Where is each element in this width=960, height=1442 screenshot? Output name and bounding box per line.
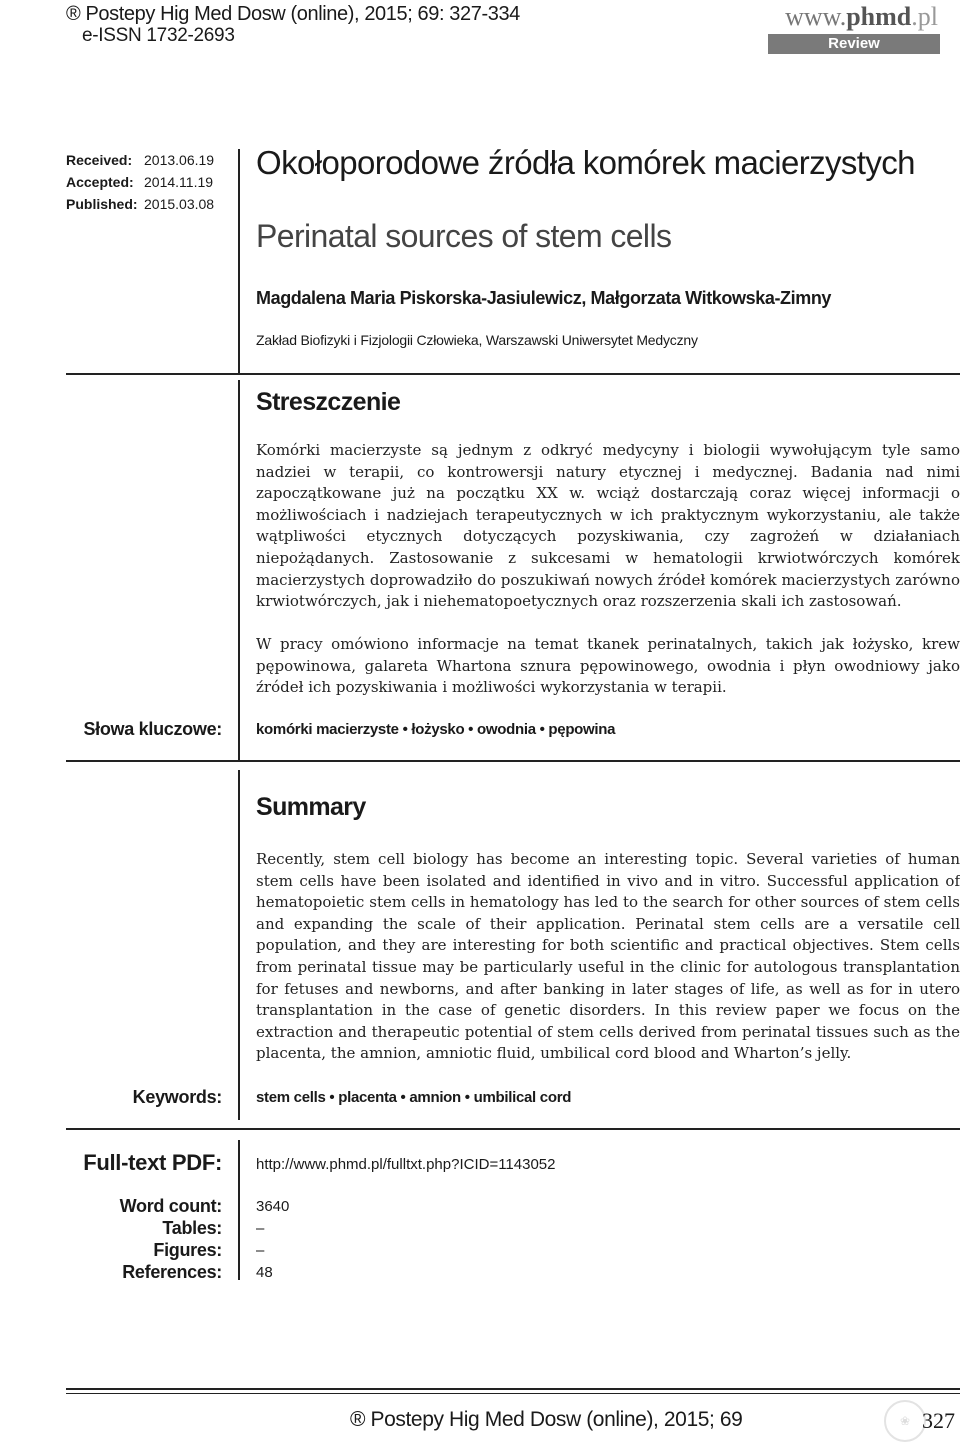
section-divider	[66, 760, 960, 762]
authors: Magdalena Maria Piskorska-Jasiulewicz, Małgorzata Witkowska-Zimny	[256, 288, 832, 308]
date-accepted: Accepted: 2014.11.19	[66, 174, 214, 190]
vertical-divider	[238, 380, 240, 760]
vertical-divider	[238, 1140, 240, 1280]
title-english: Perinatal sources of stem cells	[256, 218, 672, 254]
page-number: 327	[922, 1408, 955, 1433]
abstract-pl-heading: Streszczenie	[256, 388, 401, 416]
stat-tables-label: Tables:	[162, 1218, 222, 1238]
vertical-divider	[238, 770, 240, 1120]
date-received: Received: 2013.06.19	[66, 152, 215, 168]
fulltext-link[interactable]: http://www.phmd.pl/fulltxt.php?ICID=1143052	[256, 1156, 556, 1173]
footer-journal: ® Postepy Hig Med Dosw (online), 2015; 69	[350, 1408, 743, 1431]
keywords-en-label: Keywords:	[132, 1087, 222, 1107]
footer-divider	[66, 1393, 960, 1394]
article-type-badge: Review	[768, 34, 940, 54]
keywords-pl-label: Słowa kluczowe:	[83, 719, 222, 739]
keywords-en: stem cells • placenta • amnion • umbilical cord	[256, 1089, 572, 1106]
stat-tables-value: –	[256, 1220, 265, 1237]
journal-citation: ® Postepy Hig Med Dosw (online), 2015; 69: 327-334	[66, 3, 520, 25]
site-tld: .pl	[911, 2, 938, 31]
stat-word-count-label: Word count:	[119, 1196, 222, 1216]
keywords-pl: komórki macierzyste • łożysko • owodnia • pępowina	[256, 721, 616, 738]
issn: e-ISSN 1732-2693	[82, 25, 235, 46]
title-polish: Okołoporodowe źródła komórek macierzystych	[256, 144, 915, 181]
abstract-en-paragraph: Recently, stem cell biology has become an interesting topic. Several varieties of human stem cells have been isolated and identified in vivo and in vitro. Successful application of hematopoietic stem cells in hematology has led to the search for other sources of stem cells and expanding the scale of their application. Perinatal stem cells are a versatile cell population, and they are interesting for both scientific and practical objectives. Stem cells from perinatal tissue may be particularly useful in the clinic for autologous transplantation for fetuses and newborns, and after banking in later stages of life, as well as for in utero transplantation in the case of genetic disorders. In this review paper we focus on the extraction and therapeutic potential of stem cells derived from perinatal tissues such as the placenta, the amnion, amniotic fluid, umbilical cord blood and Wharton’s jelly.	[256, 850, 960, 1063]
abstract-pl-paragraph-2: W pracy omówiono informacje na temat tkanek perinatalnych, takich jak łożysko, krew pępowinowa, galareta Whartona sznura pępowinowego, owodnia i płyn owodniowy jako źródeł ich pozyskiwania i możliwości wykorzystania w terapii.	[256, 635, 960, 697]
site-prefix: www.	[785, 2, 847, 31]
abstract-en-heading: Summary	[256, 793, 366, 821]
footer-divider	[66, 1388, 960, 1390]
vertical-divider	[238, 149, 240, 373]
date-published: Published: 2015.03.08	[66, 196, 215, 212]
site-brand: phmd	[846, 2, 912, 31]
stat-word-count-value: 3640	[256, 1198, 290, 1215]
journal-seal-icon: ❀	[884, 1400, 926, 1442]
stat-figures-label: Figures:	[153, 1240, 222, 1260]
section-divider	[66, 1128, 960, 1130]
fulltext-label: Full-text PDF:	[83, 1150, 222, 1175]
affiliation: Zakład Biofizyki i Fizjologii Człowieka, Warszawski Uniwersytet Medyczny	[256, 332, 698, 348]
stat-references-value: 48	[256, 1264, 273, 1281]
stat-figures-value: –	[256, 1242, 265, 1259]
stat-references-label: References:	[122, 1262, 222, 1282]
journal-website[interactable]	[785, 2, 938, 32]
publication-dates	[66, 149, 214, 215]
section-divider	[66, 373, 960, 375]
abstract-pl-paragraph-1: Komórki macierzyste są jednym z odkryć medycyny i biologii wywołującym tyle samo nadziei w terapii, co kontrowersji natury etycznej i medycznej. Badania nad nimi zapoczątkowane już na początku XX w. wciąż dostarczają coraz więcej informacji o możliwościach i nadziejach terapeutycznych w ich praktycznym wykorzystaniu, ale także wątpliwości etycznych dotyczących pozyskiwania, czy zagrożeń w działaniach niepożądanych. Zastosowanie z sukcesami w hematologii krwiotwórczych komórek macierzystych doprowadziło do poszukiwań nowych źródeł komórek macierzystych zarówno krwiotwórczych, jak i niehematopoetycznych oraz rozszerzenia skali ich zastosowań.	[256, 441, 960, 611]
